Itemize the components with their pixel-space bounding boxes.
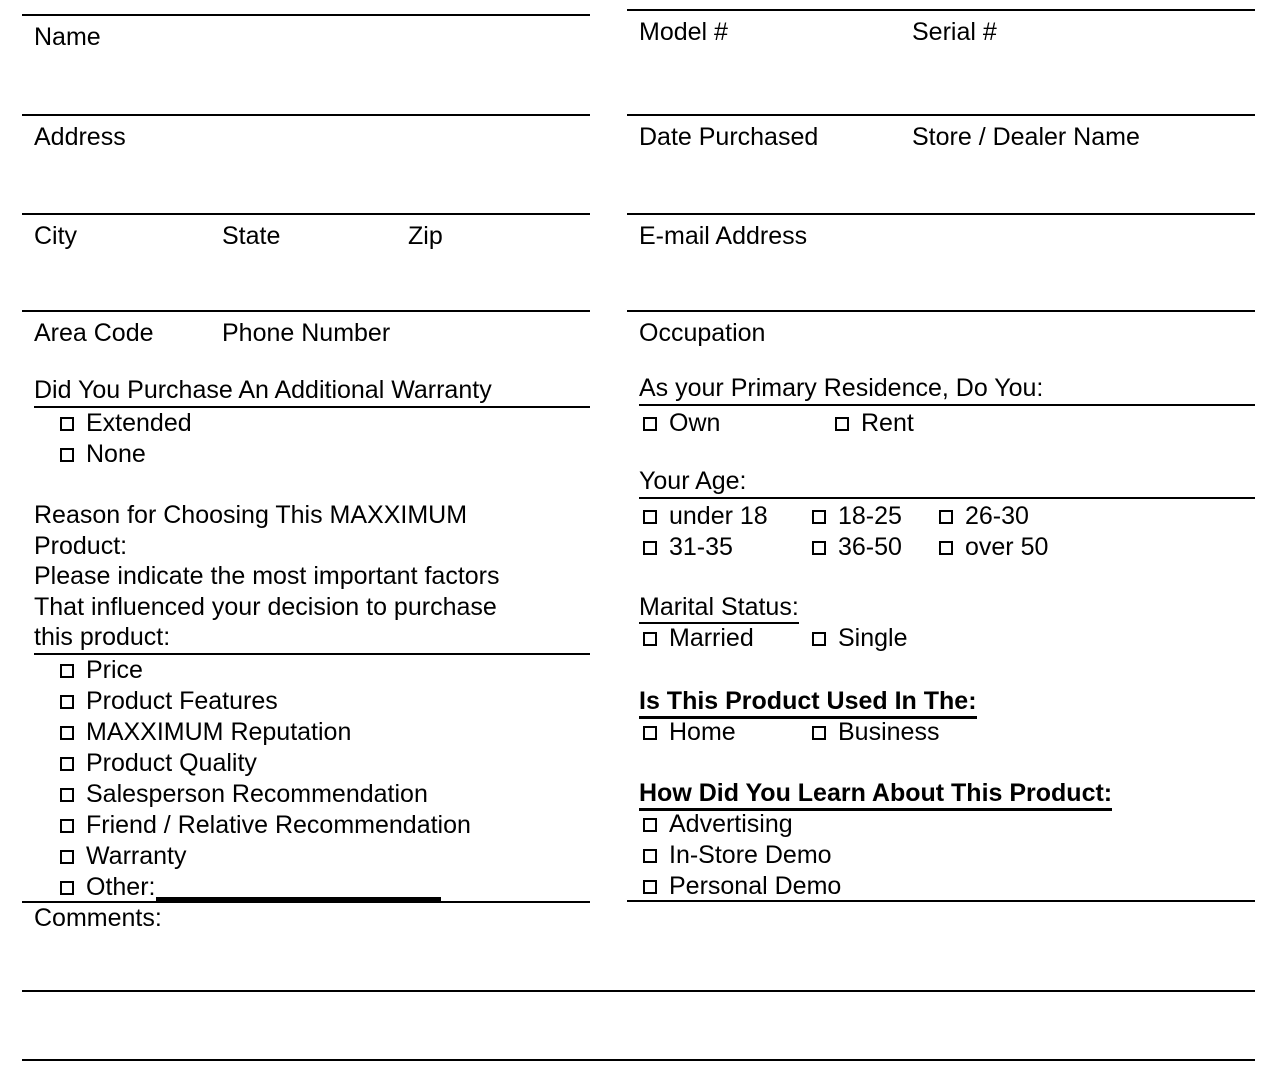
checkbox-icon[interactable] [60,417,74,431]
field-name[interactable] [22,14,590,114]
checkbox-option-under-18[interactable] [643,501,768,532]
checkbox-option-rent[interactable] [835,408,914,439]
checkbox-label: None [86,440,146,468]
label-city: City [34,222,78,250]
learned-option-row-personal-demo [627,871,1255,902]
checkbox-label: 18-25 [838,502,902,530]
usage-option-row [627,717,1255,748]
checkbox-option-in-store-demo[interactable] [643,840,832,871]
checkbox-option-warranty[interactable] [60,841,186,872]
field-city-state-zip[interactable] [22,213,590,310]
checkbox-icon[interactable] [60,788,74,802]
reason-option-row-maxximum-reputation [22,717,590,748]
checkbox-icon[interactable] [60,757,74,771]
checkbox-label: Advertising [669,810,793,838]
checkbox-icon[interactable] [643,880,657,894]
checkbox-icon[interactable] [60,726,74,740]
checkbox-option-none[interactable] [60,439,146,470]
checkbox-label: Married [669,624,754,652]
label-state: State [222,222,281,250]
label-date-purchased: Date Purchased [639,123,819,151]
warranty-option-row-extended [22,408,590,439]
reason-option-row-salesperson-recommendation [22,779,590,810]
label-name: Name [34,23,101,51]
checkbox-label: Single [838,624,908,652]
checkbox-option-26-30[interactable] [939,501,1029,532]
checkbox-icon[interactable] [643,510,657,524]
checkbox-icon[interactable] [643,818,657,832]
comments-writing-rule-1[interactable] [22,990,1255,992]
reason-option-row-product-features [22,686,590,717]
checkbox-icon[interactable] [643,726,657,740]
reason-for-choosing-block [34,500,590,655]
warranty-option-row-none [22,439,590,470]
residence-option-row [627,408,1255,439]
learned-option-row-advertising [627,809,1255,840]
reason-line-1: Reason for Choosing This MAXXIMUM [34,501,468,529]
heading-product-used-in-text: Is This Product Used In The: [639,687,977,719]
checkbox-icon[interactable] [60,850,74,864]
checkbox-option-friend-relative-recommendation[interactable] [60,810,471,841]
checkbox-option-advertising[interactable] [643,809,793,840]
label-zip: Zip [408,222,443,250]
field-date-store[interactable] [627,114,1255,213]
age-option-row-1 [627,501,1255,532]
reason-option-row-warranty [22,841,590,872]
field-model-serial[interactable] [627,9,1255,114]
learned-option-row-in-store-demo [627,840,1255,871]
heading-additional-warranty: Did You Purchase An Additional Warranty [34,375,590,408]
label-model-number: Model # [639,18,728,46]
checkbox-option-36-50[interactable] [812,532,902,563]
checkbox-label: Personal Demo [669,872,842,900]
checkbox-option-over-50[interactable] [939,532,1048,563]
rule-below-learned-list [627,900,1255,902]
heading-product-used-in [639,686,977,717]
field-area-code-phone[interactable] [22,310,590,370]
reason-line-5: this product: [34,623,171,651]
checkbox-label: Warranty [86,842,187,870]
checkbox-icon[interactable] [643,541,657,555]
heading-marital-status-text: Marital Status: [639,593,799,624]
checkbox-label: Price [86,656,143,684]
checkbox-option-price[interactable] [60,655,143,686]
checkbox-icon[interactable] [812,632,826,646]
checkbox-option-own[interactable] [643,408,720,439]
checkbox-icon[interactable] [939,510,953,524]
checkbox-icon[interactable] [60,695,74,709]
checkbox-option-single[interactable] [812,623,908,654]
checkbox-option-personal-demo[interactable] [643,871,841,902]
checkbox-label: Extended [86,409,192,437]
field-email-address[interactable] [627,213,1255,310]
checkbox-option-business[interactable] [812,717,939,748]
field-address[interactable] [22,114,590,213]
checkbox-icon[interactable] [835,417,849,431]
reason-option-row-product-quality [22,748,590,779]
checkbox-icon[interactable] [643,632,657,646]
label-email-address: E-mail Address [639,222,808,250]
checkbox-label: Salesperson Recommendation [86,780,428,808]
checkbox-option-product-quality[interactable] [60,748,257,779]
checkbox-label: Home [669,718,736,746]
label-phone-number: Phone Number [222,319,391,347]
checkbox-label: 31-35 [669,533,733,561]
checkbox-option-31-35[interactable] [643,532,733,563]
checkbox-label: MAXXIMUM Reputation [86,718,352,746]
label-serial-number: Serial # [912,18,997,46]
heading-marital-status [639,592,799,623]
field-occupation[interactable] [627,310,1255,370]
checkbox-option-home[interactable] [643,717,736,748]
reason-option-row-price [22,655,590,686]
checkbox-label: Product Quality [86,749,257,777]
checkbox-label: Own [669,409,721,437]
checkbox-label: Business [838,718,940,746]
checkbox-label: Product Features [86,687,278,715]
checkbox-icon[interactable] [60,664,74,678]
checkbox-label: Other: [86,873,156,901]
checkbox-option-extended[interactable] [60,408,192,439]
checkbox-option-18-25[interactable] [812,501,902,532]
checkbox-icon[interactable] [812,510,826,524]
checkbox-icon[interactable] [60,819,74,833]
checkbox-label: 26-30 [965,502,1029,530]
label-address: Address [34,123,126,151]
checkbox-option-salesperson-recommendation[interactable] [60,779,428,810]
heading-your-age: Your Age: [639,466,1255,499]
checkbox-label: 36-50 [838,533,902,561]
checkbox-label: In-Store Demo [669,841,832,869]
label-occupation: Occupation [639,319,766,347]
checkbox-label: over 50 [965,533,1049,561]
reason-line-3: Please indicate the most important factors [34,562,500,590]
checkbox-icon[interactable] [60,448,74,462]
reason-line-2: Product: [34,531,128,560]
heading-how-did-you-learn-text: How Did You Learn About This Product: [639,779,1112,811]
checkbox-icon[interactable] [939,541,953,555]
checkbox-option-other[interactable] [60,872,155,903]
checkbox-icon[interactable] [812,541,826,555]
checkbox-label: under 18 [669,502,768,530]
checkbox-icon[interactable] [812,726,826,740]
checkbox-option-product-features[interactable] [60,686,278,717]
checkbox-label: Rent [861,409,914,437]
reason-line-4: That influenced your decision to purchase [34,592,497,621]
reason-option-row-friend-relative-recommendation [22,810,590,841]
age-option-row-2 [627,532,1255,563]
marital-option-row [627,623,1255,654]
checkbox-option-married[interactable] [643,623,754,654]
comments-writing-rule-2[interactable] [22,1059,1255,1061]
label-store-dealer-name: Store / Dealer Name [912,123,1140,151]
checkbox-option-maxximum-reputation[interactable] [60,717,351,748]
heading-how-did-you-learn [639,778,1112,809]
checkbox-icon[interactable] [643,849,657,863]
heading-primary-residence: As your Primary Residence, Do You: [639,373,1255,406]
checkbox-icon[interactable] [643,417,657,431]
label-comments: Comments: [34,904,162,932]
checkbox-icon[interactable] [60,881,74,895]
checkbox-label: Friend / Relative Recommendation [86,811,471,839]
label-area-code: Area Code [34,319,154,347]
